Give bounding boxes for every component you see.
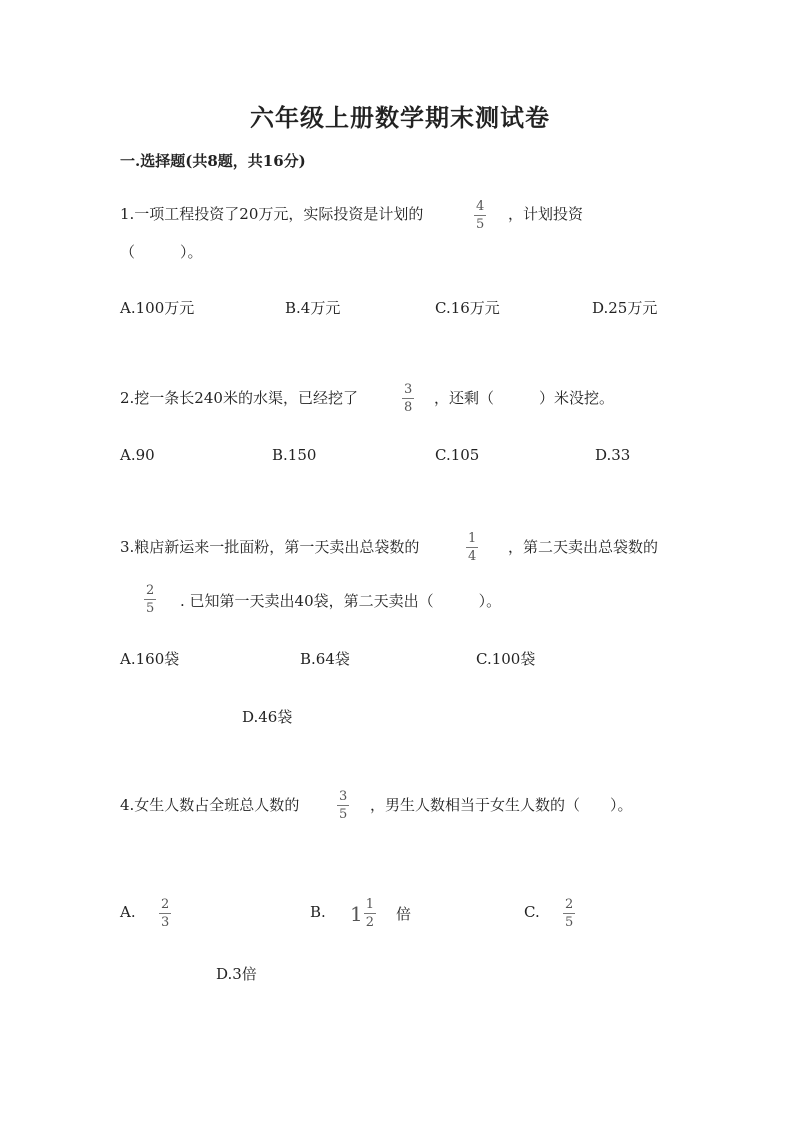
option-a[interactable]: A.160袋	[120, 650, 180, 668]
mixed-whole: 1	[350, 901, 363, 926]
question-2-fraction	[402, 383, 414, 414]
question-1-fraction	[474, 200, 486, 231]
question-3-text-line2: . 已知第一天卖出40袋，第二天卖出（ ）。	[180, 592, 502, 610]
fraction-numerator: 3	[404, 382, 413, 397]
option-c[interactable]: C.	[524, 903, 540, 921]
question-3-text-after: ，第二天卖出总袋数的	[508, 538, 659, 556]
question-3-text: 3.粮店新运来一批面粉，第一天卖出总袋数的	[120, 538, 420, 556]
question-4-text: 4.女生人数占全班总人数的	[120, 796, 300, 814]
option-b[interactable]: B.150	[272, 446, 317, 464]
option-a[interactable]: A.100万元	[120, 299, 195, 317]
question-2-text-after: ，还剩（ ）米没挖。	[434, 389, 615, 407]
page-title: 六年级上册数学期末测试卷	[250, 103, 550, 132]
fraction-denominator: 4	[468, 549, 477, 564]
option-c[interactable]: C.16万元	[435, 299, 500, 317]
option-b[interactable]: B.4万元	[285, 299, 341, 317]
fraction-numerator: 2	[565, 897, 574, 912]
fraction-denominator: 8	[404, 400, 413, 415]
option-a[interactable]: A.90	[120, 446, 155, 464]
option-d[interactable]: D.3倍	[216, 965, 257, 983]
fraction-numerator: 1	[468, 531, 477, 546]
option-b-mixed-number	[350, 898, 376, 929]
option-b[interactable]: B.64袋	[300, 650, 350, 668]
fraction-denominator: 5	[339, 807, 348, 822]
question-2-text: 2.挖一条长240米的水渠，已经挖了	[120, 389, 358, 407]
fraction-numerator: 3	[339, 789, 348, 804]
fraction-denominator: 5	[146, 601, 155, 616]
fraction-denominator: 5	[565, 915, 574, 930]
option-b-suffix: 倍	[396, 905, 412, 923]
question-1-blank: （ ）。	[120, 243, 203, 261]
fraction-numerator: 1	[365, 897, 375, 912]
option-c[interactable]: C.100袋	[476, 650, 536, 668]
option-d[interactable]: D.25万元	[592, 299, 658, 317]
question-1-text: 1.一项工程投资了20万元，实际投资是计划的	[120, 205, 424, 223]
section-heading: 一.选择题(共8题，共16分)	[120, 152, 306, 170]
option-a[interactable]: A.	[120, 903, 136, 921]
option-a-fraction	[159, 898, 171, 929]
fraction-denominator: 3	[161, 915, 170, 930]
option-c-fraction	[563, 898, 575, 929]
question-4-fraction	[337, 790, 349, 821]
fraction-numerator: 2	[146, 583, 155, 598]
fraction-denominator: 5	[476, 217, 485, 232]
question-1-text-after: ，计划投资	[508, 205, 584, 223]
fraction-numerator: 2	[161, 897, 170, 912]
fraction-denominator: 2	[365, 915, 375, 930]
option-c[interactable]: C.105	[435, 446, 480, 464]
fraction-numerator: 4	[476, 199, 485, 214]
option-b[interactable]: B.	[310, 903, 326, 921]
question-3-fraction-2	[144, 584, 156, 615]
option-d[interactable]: D.33	[595, 446, 631, 464]
question-4-text-after: ，男生人数相当于女生人数的（ ）。	[370, 796, 633, 814]
question-3-fraction	[466, 532, 478, 563]
option-d[interactable]: D.46袋	[242, 708, 293, 726]
option-b-fraction	[364, 898, 376, 929]
